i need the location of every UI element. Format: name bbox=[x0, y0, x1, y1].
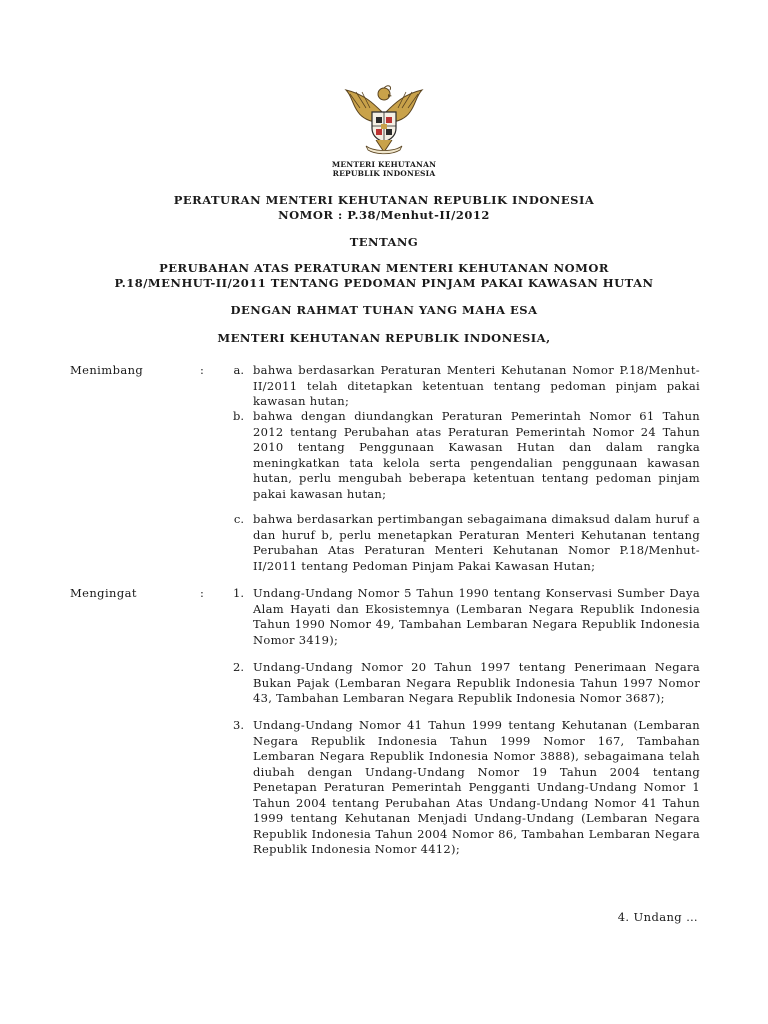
mengingat-marker-3: 3. bbox=[233, 718, 244, 732]
menimbang-marker-a: a. bbox=[233, 363, 244, 377]
mengingat-marker-1: 1. bbox=[233, 586, 244, 600]
menimbang-colon: : bbox=[200, 363, 204, 377]
mengingat-item-2: Undang-Undang Nomor 20 Tahun 1997 tentang Penerimaan Negara Bukan Pajak (Lembaran Negara Republik Indonesia Tahun 1997 Nomor 43, Tambahan Lembaran Negara Republik Indonesia Nomor 3687); bbox=[253, 660, 700, 705]
mengingat-item-1: Undang-Undang Nomor 5 Tahun 1990 tentang Konservasi Sumber Daya Alam Hayati dan Ekosistemnya (Lembaran Negara Republik Indonesia Tahun 1990 Nomor 49, Tambahan Lembaran Negara Republik Indonesia Nomor 3419); bbox=[253, 586, 700, 647]
menimbang-marker-c: c. bbox=[233, 512, 244, 526]
mengingat-label: Mengingat bbox=[70, 586, 137, 600]
mengingat-colon: : bbox=[200, 586, 204, 600]
menimbang-label: Menimbang bbox=[70, 363, 144, 377]
office-line-2: REPUBLIK INDONESIA bbox=[332, 169, 436, 178]
garuda-emblem-icon bbox=[338, 82, 430, 158]
minister-line: MENTERI KEHUTANAN REPUBLIK INDONESIA, bbox=[217, 331, 551, 345]
mengingat-item-3: Undang-Undang Nomor 41 Tahun 1999 tentang Kehutanan (Lembaran Negara Republik Indonesia Tahun 1999 Nomor 167, Tambahan Lembaran Negara Republik Indonesia Nomor 3888), sebagaimana telah diubah dengan Undang-Undang Nomor 19 Tahun 2004 tentang Penetapan Peraturan Pemerintah Pengganti Undang-Undang Nomor 1 Tahun 2004 tentang Perubahan Atas Undang-Undang Nomor 41 Tahun 1999 tentang Kehutanan Menjadi Undang-Undang (Lembaran Negara Republik Indonesia Tahun 2004 Nomor 86, Tambahan Lembaran Negara Republik Indonesia Nomor 4412); bbox=[253, 718, 700, 856]
regulation-number: NOMOR : P.38/Menhut-II/2012 bbox=[278, 208, 490, 222]
continued-marker: 4. Undang … bbox=[617, 910, 698, 924]
menimbang-marker-b: b. bbox=[232, 409, 244, 423]
tentang-heading: TENTANG bbox=[349, 235, 419, 249]
office-line-1: MENTERI KEHUTANAN bbox=[331, 160, 437, 169]
office-name bbox=[300, 160, 468, 178]
mengingat-marker-2: 2. bbox=[233, 660, 244, 674]
regulation-title: PERATURAN MENTERI KEHUTANAN REPUBLIK INDONESIA bbox=[173, 193, 595, 207]
menimbang-item-a: bahwa berdasarkan Peraturan Menteri Kehutanan Nomor P.18/Menhut-II/2011 telah ditetapkan ketentuan tentang pedoman pinjam pakai kawasan hutan; bbox=[253, 363, 700, 408]
subject-line-1: PERUBAHAN ATAS PERATURAN MENTERI KEHUTANAN NOMOR bbox=[159, 261, 609, 275]
menimbang-item-c: bahwa berdasarkan pertimbangan sebagaimana dimaksud dalam huruf a dan huruf b, perlu menetapkan Peraturan Menteri Kehutanan tentang Perubahan Atas Peraturan Menteri Kehutanan Nomor P.18/Menhut-II/2011 tentang Pedoman Pinjam Pakai Kawasan Hutan; bbox=[253, 512, 700, 573]
subject-line-2: P.18/MENHUT-II/2011 TENTANG PEDOMAN PINJAM PAKAI KAWASAN HUTAN bbox=[114, 276, 654, 290]
blessing-line: DENGAN RAHMAT TUHAN YANG MAHA ESA bbox=[230, 303, 538, 317]
menimbang-item-b: bahwa dengan diundangkan Peraturan Pemerintah Nomor 61 Tahun 2012 tentang Perubahan atas Peraturan Pemerintah Nomor 24 Tahun 2010 tentang Penggunaan Kawasan Hutan dan dalam rangka meningkatkan tata kelola serta pengendalian penggunaan kawasan hutan, perlu mengubah beberapa ketentuan tentang pedoman pinjam pakai kawasan hutan; bbox=[253, 409, 700, 501]
